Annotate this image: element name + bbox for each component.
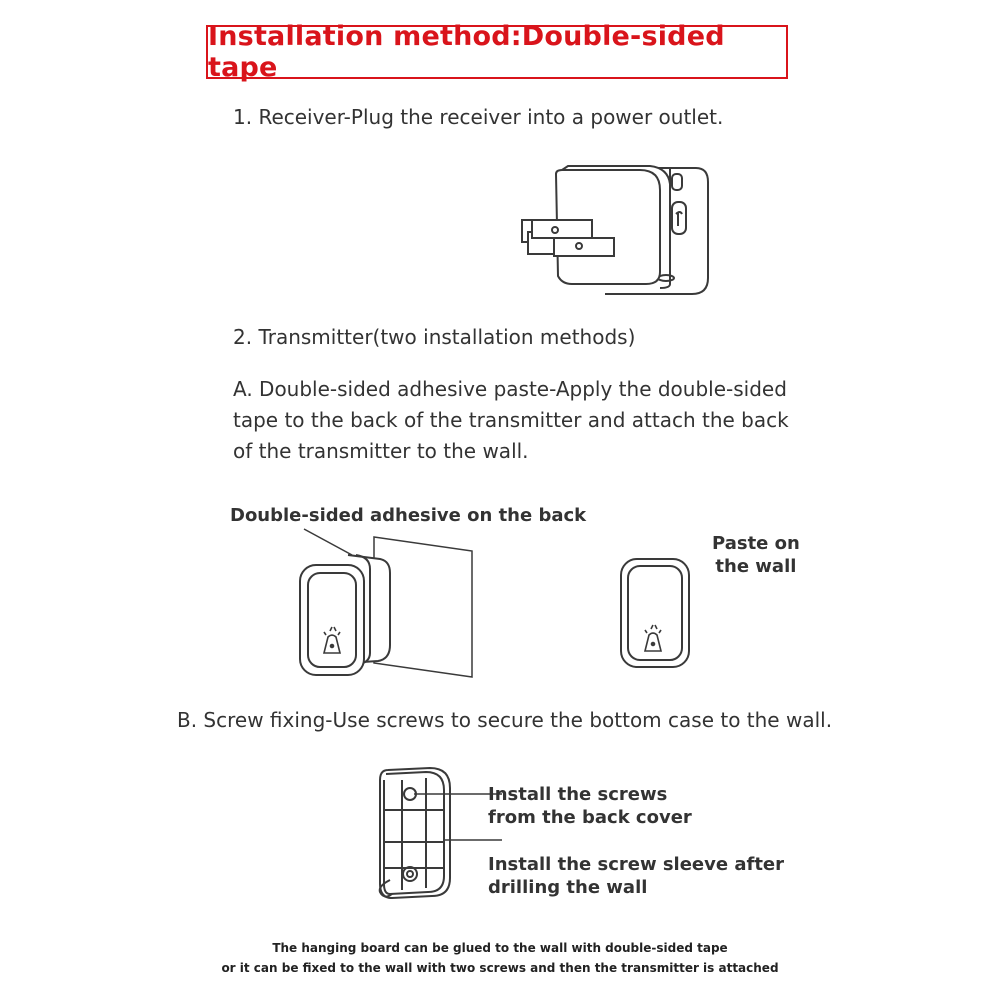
label-install-screws-line-1: Install the screws [488, 784, 668, 805]
label-paste-wall [712, 532, 800, 578]
transmitter-wall-illustration [615, 555, 695, 675]
label-paste-wall-line-1: Paste on [712, 533, 800, 554]
step-receiver: 1. Receiver-Plug the receiver into a power outlet. [233, 105, 724, 129]
transmitter-adhesive-illustration [290, 525, 490, 685]
caption-line-2: or it can be fixed to the wall with two screws and then the transmitter is attached [221, 961, 779, 975]
step-transmitter: 2. Transmitter(two installation methods) [233, 325, 636, 349]
label-screw-sleeve-line-2: drilling the wall [488, 877, 648, 898]
label-screw-sleeve [488, 853, 784, 899]
label-screw-sleeve-line-1: Install the screw sleeve after [488, 854, 785, 875]
method-a-line-1: A. Double-sided adhesive paste-Apply the double-sided [233, 377, 787, 401]
label-adhesive-back: Double-sided adhesive on the back [230, 505, 587, 526]
method-a-line-3: of the transmitter to the wall. [233, 439, 529, 463]
title-box [206, 21, 788, 83]
label-install-screws [488, 783, 692, 829]
method-a-line-2: tape to the back of the transmitter and attach the back [233, 408, 789, 432]
label-install-screws-line-2: from the back cover [488, 807, 692, 828]
step-method-b: B. Screw fixing-Use screws to secure the bottom case to the wall. [177, 708, 833, 732]
method-a-paragraph [233, 374, 789, 467]
caption-line-1: The hanging board can be glued to the wall with double-sided tape [272, 941, 728, 955]
label-paste-wall-line-2: the wall [715, 556, 797, 577]
plug-adapter-icon [510, 160, 710, 300]
page-title: Installation method:Double-sided tape [208, 21, 725, 83]
